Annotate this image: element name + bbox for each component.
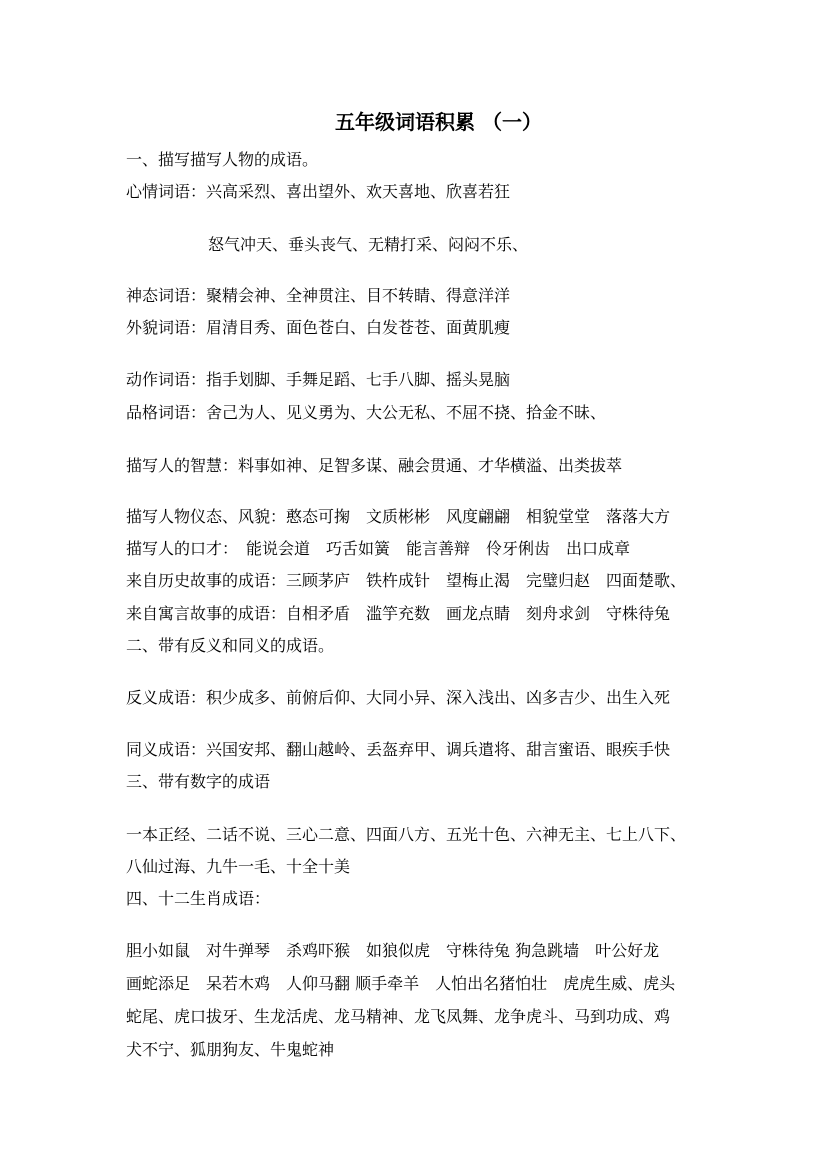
text-line: 心情词语：兴高采烈、喜出望外、欢天喜地、欣喜若狂: [126, 182, 511, 201]
text-line: 八仙过海、九牛一毛、十全十美: [126, 857, 351, 876]
text-line: 神态词语：聚精会神、全神贯注、目不转睛、得意洋洋: [126, 286, 511, 305]
text-line: 一本正经、二话不说、三心二意、四面八方、五光十色、六神无主、七上八下、: [126, 825, 687, 844]
text-line: 犬不宁、狐朋狗友、牛鬼蛇神: [126, 1040, 335, 1059]
section-heading-2: 二、带有反义和同义的成语。: [126, 636, 335, 655]
text-line: 来自历史故事的成语：三顾茅庐 铁杵成针 望梅止渴 完璧归赵 四面楚歌、: [126, 571, 687, 590]
text-line: 反义成语：积少成多、前俯后仰、大同小异、深入浅出、凶多吉少、出生入死: [126, 688, 671, 707]
section-heading-1: 一、描写描写人物的成语。: [126, 150, 319, 169]
text-line: 动作词语：指手划脚、手舞足蹈、七手八脚、摇头晃脑: [126, 370, 511, 389]
text-line: 描写人的智慧：料事如神、足智多谋、融会贯通、才华横溢、出类拔萃: [126, 456, 623, 475]
text-line: 来自寓言故事的成语：自相矛盾 滥竽充数 画龙点睛 刻舟求剑 守株待兔: [126, 604, 671, 623]
text-line: 画蛇添足 呆若木鸡 人仰马翻 顺手牵羊 人怕出名猪怕壮 虎虎生威、虎头: [126, 974, 676, 993]
text-line: 外貌词语：眉清目秀、面色苍白、白发苍苍、面黄肌瘦: [126, 318, 511, 337]
text-line: 描写人物仪态、风貌：憨态可掬 文质彬彬 风度翩翩 相貌堂堂 落落大方: [126, 507, 671, 526]
text-line: 怒气冲天、垂头丧气、无精打采、闷闷不乐、: [208, 235, 529, 254]
text-line: 品格词语：舍己为人、见义勇为、大公无私、不屈不挠、拾金不昧、: [126, 403, 607, 422]
section-heading-3: 三、带有数字的成语: [126, 772, 271, 791]
section-heading-4: 四、十二生肖成语：: [126, 889, 271, 908]
text-line: 蛇尾、虎口拔牙、生龙活虎、龙马精神、龙飞凤舞、龙争虎斗、马到功成、鸡: [126, 1007, 671, 1026]
text-line: 描写人的口才： 能说会道 巧舌如簧 能言善辩 伶牙俐齿 出口成章: [126, 539, 631, 558]
text-line: 胆小如鼠 对牛弹琴 杀鸡吓猴 如狼似虎 守株待兔 狗急跳墙 叶公好龙: [126, 941, 660, 960]
document-title: 五年级词语积累 （一）: [335, 110, 542, 134]
text-line: 同义成语：兴国安邦、翻山越岭、丢盔弃甲、调兵遣将、甜言蜜语、眼疾手快: [126, 740, 671, 759]
